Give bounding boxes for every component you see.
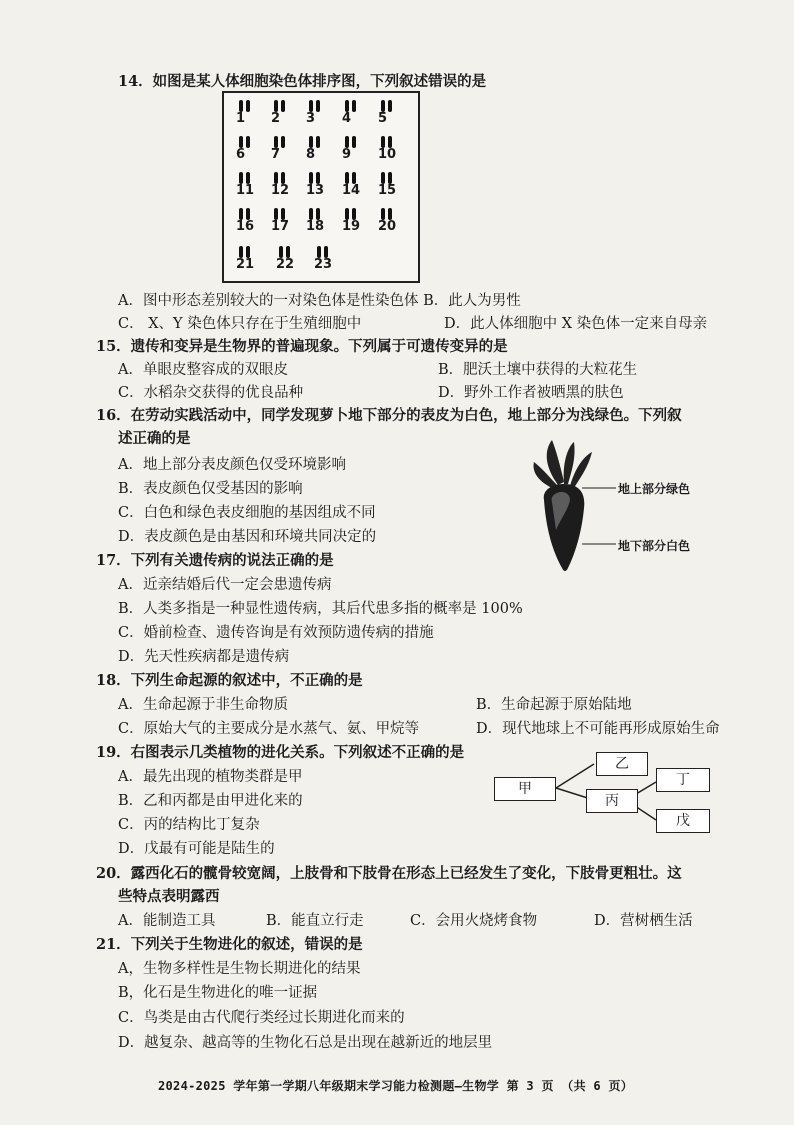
chromosome-number: 13: [306, 183, 325, 198]
q20-option-c: C．会用火烧烤食物: [410, 913, 538, 929]
chromosome-pair: [238, 169, 252, 181]
chromosome-pair: [380, 97, 394, 109]
chromosome-pair: [380, 205, 394, 217]
q16-stem-1: 16．在劳动实践活动中，同学发现萝卜地下部分的表皮为白色，地上部分为浅绿色。下列叙: [96, 407, 682, 424]
chromosome-number: 17: [271, 219, 290, 234]
q19-option-b: B．乙和丙都是由甲进化来的: [118, 793, 303, 809]
q21-stem: 21．下列关于生物进化的叙述，错误的是: [96, 936, 363, 953]
q21-option-a: A，生物多样性是生物长期进化的结果: [118, 961, 361, 977]
chromosome-pair: [273, 133, 287, 145]
chromosome-number: 19: [342, 219, 361, 234]
node-bing: 丙: [586, 789, 638, 813]
q14-stem: 14．如图是某人体细胞染色体排序图，下列叙述错误的是: [118, 73, 487, 90]
q20-option-d: D．营树栖生活: [594, 913, 693, 929]
q18-option-b: B．生命起源于原始陆地: [476, 697, 632, 713]
q20-option-b: B．能直立行走: [266, 913, 364, 929]
q18-stem: 18．下列生命起源的叙述中，不正确的是: [96, 672, 363, 689]
chromosome-number: 23: [314, 257, 333, 272]
chromosome-pair: [308, 133, 322, 145]
q14-option-c: C． X、Y 染色体只存在于生殖细胞中: [118, 316, 362, 332]
chromosome-pair: [344, 97, 358, 109]
q14-option-d: D．此人体细胞中 X 染色体一定来自母亲: [444, 316, 708, 332]
chromosome-number: 11: [236, 183, 255, 198]
chromosome-pair: [308, 205, 322, 217]
chromosome-number: 15: [378, 183, 397, 198]
chromosome-pair: [238, 133, 252, 145]
q19-option-d: D．戊最有可能是陆生的: [118, 841, 275, 857]
chromosome-number: 14: [342, 183, 361, 198]
chromosome-number: 9: [342, 147, 352, 162]
chromosome-number: 2: [271, 111, 281, 126]
q15-option-d: D．野外工作者被晒黑的肤色: [438, 385, 624, 401]
chromosome-pair: [273, 205, 287, 217]
q21-option-b: B，化石是生物进化的唯一证据: [118, 985, 318, 1001]
page-footer: 2024-2025 学年第一学期八年级期末学习能力检测题—生物学 第 3 页 （共 6 页）: [158, 1079, 634, 1093]
label-above-ground-green: 地上部分绿色: [618, 482, 691, 496]
chromosome-pair: [308, 97, 322, 109]
q16-stem-2: 述正确的是: [118, 430, 191, 447]
chromosome-number: 20: [378, 219, 397, 234]
karyotype-figure: [222, 91, 420, 283]
chromosome-pair: [344, 169, 358, 181]
q20-option-a: A．能制造工具: [118, 913, 216, 929]
q21-option-d: D．越复杂、越高等的生物化石总是出现在越新近的地层里: [118, 1035, 493, 1051]
q17-option-d: D．先天性疾病都是遗传病: [118, 649, 290, 665]
chromosome-pair: [344, 205, 358, 217]
radish-pointer-lines: [580, 478, 620, 548]
node-yi: 乙: [596, 752, 648, 776]
chromosome-number: 18: [306, 219, 325, 234]
q16-option-a: A．地上部分表皮颜色仅受环境影响: [118, 457, 346, 473]
q19-stem: 19．右图表示几类植物的进化关系。下列叙述不正确的是: [96, 744, 465, 761]
chromosome-number: 22: [276, 257, 295, 272]
node-ding: 丁: [656, 768, 710, 792]
chromosome-number: 1: [236, 111, 246, 126]
chromosome-pair: [273, 169, 287, 181]
chromosome-pair: [238, 205, 252, 217]
q16-option-c: C．白色和绿色表皮细胞的基因组成不同: [118, 505, 376, 521]
chromosome-pair: [273, 97, 287, 109]
q20-stem-1: 20．露西化石的髋骨较宽阔，上肢骨和下肢骨在形态上已经发生了变化，下肢骨更粗壮。这: [96, 865, 682, 882]
chromosome-pair: [380, 133, 394, 145]
q16-option-d: D．表皮颜色是由基因和环境共同决定的: [118, 529, 377, 545]
q19-option-c: C．丙的结构比丁复杂: [118, 817, 260, 833]
chromosome-pair: [238, 97, 252, 109]
q16-option-b: B．表皮颜色仅受基因的影响: [118, 481, 303, 497]
chromosome-number: 8: [306, 147, 316, 162]
q14-option-a: A．图中形态差别较大的一对染色体是性染色体 B．此人为男性: [118, 293, 521, 309]
q19-option-a: A．最先出现的植物类群是甲: [118, 769, 303, 785]
chromosome-pair: [380, 169, 394, 181]
q18-option-a: A．生命起源于非生命物质: [118, 697, 288, 713]
q17-stem: 17．下列有关遗传病的说法正确的是: [96, 552, 334, 569]
chromosome-pair: [344, 133, 358, 145]
chromosome-number: 3: [306, 111, 316, 126]
chromosome-number: 4: [342, 111, 352, 126]
label-below-ground-white: 地下部分白色: [618, 539, 691, 553]
chromosome-number: 5: [378, 111, 388, 126]
node-jia: 甲: [494, 777, 556, 801]
q21-option-c: C．鸟类是由古代爬行类经过长期进化而来的: [118, 1010, 405, 1026]
q17-option-c: C．婚前检查、遗传咨询是有效预防遗传病的措施: [118, 625, 434, 641]
q18-option-d: D．现代地球上不可能再形成原始生命: [476, 721, 720, 737]
q18-option-c: C．原始大气的主要成分是水蒸气、氨、甲烷等: [118, 721, 420, 737]
chromosome-number: 21: [236, 257, 255, 272]
q17-option-b: B．人类多指是一种显性遗传病，其后代患多指的概率是 100%: [118, 601, 523, 617]
node-wu: 戊: [656, 809, 710, 833]
chromosome-number: 12: [271, 183, 290, 198]
chromosome-number: 10: [378, 147, 397, 162]
chromosome-pair: [278, 243, 292, 255]
q15-option-c: C．水稻杂交获得的优良品种: [118, 385, 304, 401]
chromosome-pair: [316, 243, 330, 255]
q20-stem-2: 些特点表明露西: [118, 888, 220, 905]
chromosome-pair: [308, 169, 322, 181]
q17-option-a: A．近亲结婚后代一定会患遗传病: [118, 577, 332, 593]
q15-option-b: B．肥沃土壤中获得的大粒花生: [438, 362, 638, 378]
chromosome-number: 7: [271, 147, 281, 162]
chromosome-number: 6: [236, 147, 246, 162]
q15-option-a: A．单眼皮整容成的双眼皮: [118, 362, 288, 378]
chromosome-pair: [238, 243, 252, 255]
chromosome-number: 16: [236, 219, 255, 234]
q15-stem: 15．遗传和变异是生物界的普遍现象。下列属于可遗传变异的是: [96, 338, 508, 355]
